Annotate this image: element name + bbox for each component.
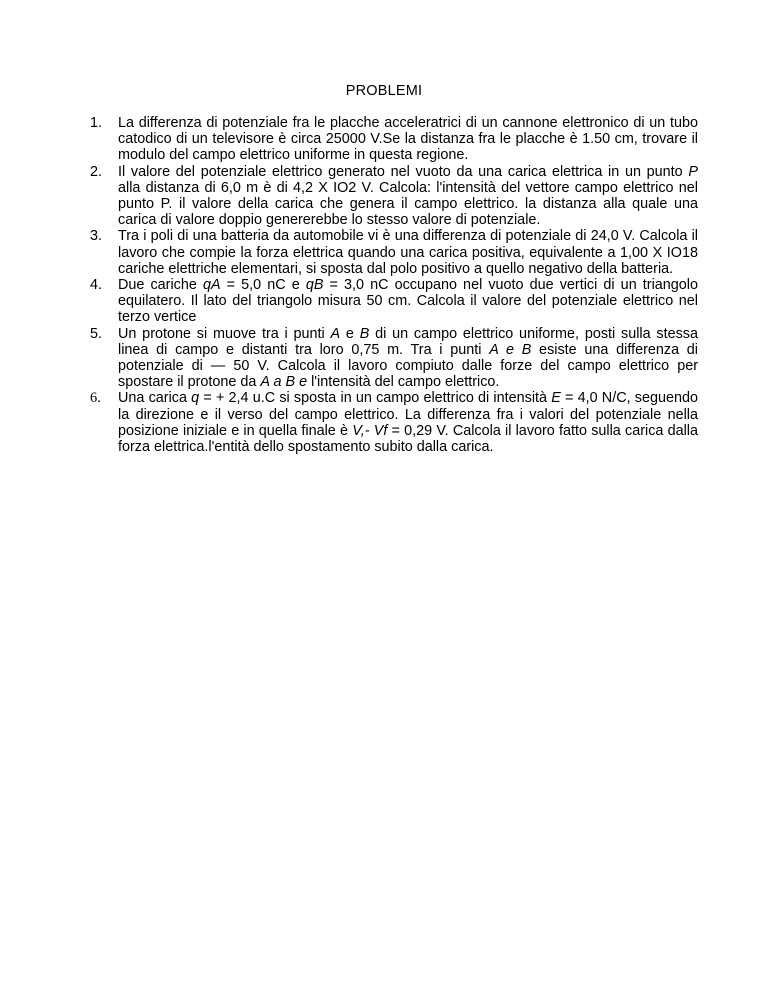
problem-text — [118, 228, 698, 276]
text-run: La differenza di potenziale fra le placche acceleratrici di un cannone elettronico di un tubo catodico di un televisore è circa 25000 V.Se la distanza fra le placche è 1.50 cm, trovare il modulo del campo elettrico uniforme in questa regione. — [118, 115, 698, 164]
text-run: Un protone si muove tra i punti — [118, 325, 331, 342]
italic-symbol: E — [551, 390, 561, 407]
text-run: = 3,0 nC occupano nel vuoto due vertici di un triangolo equilatero. Il lato del triangolo misura 50 cm. Calcola il valore del potenziale elettrico nel terzo vertice — [118, 277, 698, 326]
text-run: e — [340, 325, 360, 342]
italic-symbol: qB — [305, 277, 324, 294]
text-run: = 5,0 nC e — [220, 277, 306, 294]
problem-number: 2. — [90, 163, 103, 180]
problem-number: 3. — [90, 228, 103, 245]
problem-text — [118, 390, 698, 455]
italic-symbol: B — [359, 325, 370, 342]
text-run: Una carica — [118, 390, 192, 407]
italic-symbol: P — [688, 163, 698, 180]
text-run: Tra i poli di una batteria da automobile vi è una differenza di potenziale di 24,0 V. Calcola il lavoro che compie la forza elettrica quando una carica positiva, equivalente a 1,00 X IO18 cariche elettriche elementari, si sposta dal polo positivo a quello negativo della batteria. — [118, 228, 698, 277]
text-run: Il valore del potenziale elettrico generato nel vuoto da una carica elettrica in un punto — [118, 163, 689, 180]
italic-symbol: A a B e — [260, 374, 308, 391]
italic-symbol: qA — [202, 277, 221, 294]
text-run: l'intensità del campo elettrico. — [307, 374, 500, 391]
problem-number: 6. — [90, 390, 101, 407]
problem-text — [118, 277, 698, 325]
page-title: PROBLEMI — [345, 83, 423, 99]
problem-item — [90, 277, 698, 326]
italic-symbol: q — [191, 390, 200, 407]
problem-number: 4. — [90, 277, 103, 294]
text-run: = 4,0 N/C, seguendo la direzione e il verso del campo elettrico. La differenza fra i valori del potenziale nella posizione iniziale e in quella finale è — [118, 390, 698, 439]
problem-text — [118, 326, 698, 391]
problem-item — [90, 326, 698, 391]
problem-text — [118, 115, 698, 163]
text-run: alla distanza di 6,0 m è di 4,2 X IO2 V. Calcola: l'intensità del vettore campo elettrico nel punto P. il valore della carica che genera il campo elettrico. la distanza alla quale una carica di valore doppio genererebbe lo stesso valore di potenziale. — [118, 179, 698, 229]
text-run: di un campo elettrico uniforme, posti sulla stessa linea di campo e distanti tra loro 0,75 m. Tra i punti — [118, 325, 698, 358]
text-run: esiste una differenza di potenziale di — 50 V. Calcola il lavoro compiuto dalle forze del campo elettrico per spostare il protone da — [118, 341, 699, 391]
problem-number: 5. — [90, 325, 103, 342]
italic-symbol: A e B — [489, 341, 532, 358]
text-run: Due cariche — [118, 277, 203, 294]
italic-symbol: A — [330, 325, 341, 342]
problem-list — [90, 115, 698, 455]
problem-item — [90, 228, 698, 277]
text-run: = + 2,4 u.C si sposta in un campo elettrico di intensità — [199, 390, 552, 407]
italic-symbol: V,- Vf — [352, 422, 388, 439]
problem-item — [90, 390, 698, 455]
problem-text — [118, 164, 698, 229]
problem-number: 1. — [90, 115, 103, 131]
problem-item — [90, 115, 698, 164]
problem-item — [90, 164, 698, 229]
text-run: = 0,29 V. Calcola il lavoro fatto sulla carica dalla forza elettrica.l'entità dello spostamento subito dalla carica. — [118, 422, 698, 456]
